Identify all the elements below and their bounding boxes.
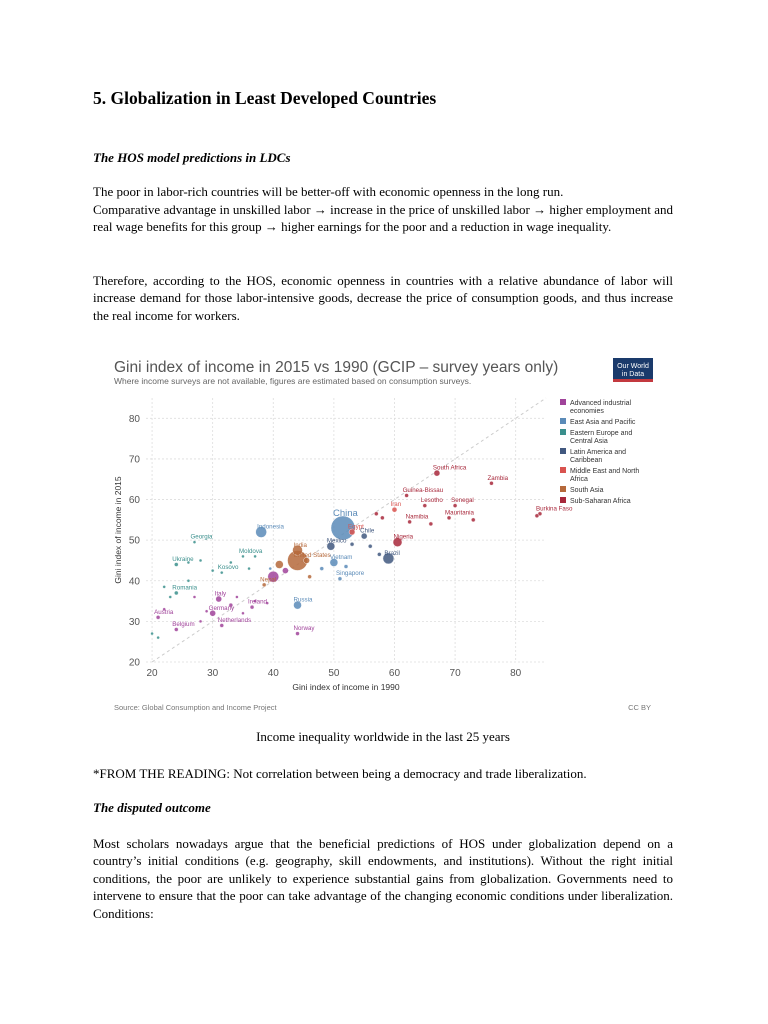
data-point — [282, 568, 288, 574]
point-label: Burkina Faso — [535, 505, 573, 513]
data-point — [262, 583, 266, 587]
legend-label: Latin America and Caribbean — [570, 449, 627, 464]
point-label: Russia — [293, 596, 313, 604]
legend-label: South Asia — [570, 487, 604, 494]
point-label: Belgium — [172, 621, 195, 629]
subheading-disputed: The disputed outcome — [93, 800, 211, 815]
paragraph-3: Most scholars nowadays argue that the beneficial predictions of HOS under globalization depend on a country’s initial conditions (e.g. geography, skill endowments, and institutions). Without the right initial conditions, the poor are unlikely to experience substantial gains from globalization. Governments need to intervene to ensure that the poor can take advantage of the changing economic conditions under liberalization. Conditions: — [93, 836, 673, 921]
data-point — [350, 542, 354, 546]
x-tick-label: 40 — [267, 668, 279, 679]
data-point — [405, 493, 409, 497]
y-tick-label: 40 — [128, 576, 140, 588]
section-title: 5. Globalization in Least Developed Countries — [93, 88, 437, 108]
data-point — [241, 555, 244, 558]
point-label: Egypt — [348, 523, 364, 531]
point-label: Ireland — [248, 598, 267, 606]
x-tick-label: 70 — [449, 668, 461, 679]
data-point — [199, 559, 202, 562]
legend-label: Sub-Saharan Africa — [570, 498, 631, 505]
data-point — [205, 610, 208, 613]
data-point — [535, 514, 539, 518]
x-tick-label: 60 — [388, 668, 401, 679]
data-point — [220, 623, 224, 627]
legend-label: East Asia and Pacific — [570, 419, 636, 426]
paragraph-1-line-1: The poor in labor-rich countries will be better-off with economic openness in the long run. — [93, 184, 564, 199]
data-point — [235, 596, 238, 599]
data-point — [377, 552, 381, 556]
gini-scatter-chart — [108, 350, 660, 722]
point-label: Ukraine — [172, 556, 194, 564]
chart-source: Source: Global Consumption and Income Project — [114, 703, 277, 712]
data-point — [174, 563, 178, 567]
y-tick-label: 60 — [128, 495, 140, 507]
data-point — [338, 577, 342, 581]
point-label: Nigeria — [393, 533, 414, 541]
legend-swatch — [560, 486, 566, 492]
data-point — [169, 596, 172, 599]
data-point — [193, 596, 196, 599]
data-point — [471, 518, 475, 522]
point-label: Moldova — [238, 547, 263, 555]
x-tick-label: 30 — [207, 668, 219, 679]
y-tick-label: 30 — [128, 616, 140, 628]
legend-swatch — [560, 497, 566, 503]
point-label: Mexico — [326, 537, 347, 545]
owid-logo-text-1: Our World — [617, 363, 649, 370]
point-label: Italy — [214, 590, 227, 598]
point-label: Iran — [390, 501, 402, 509]
data-point — [163, 585, 166, 588]
data-point — [275, 561, 283, 569]
owid-logo-text-2: in Data — [621, 371, 645, 378]
data-point — [368, 544, 372, 548]
subheading-hos: The HOS model predictions in LDCs — [93, 150, 291, 165]
data-point — [380, 516, 384, 520]
data-point — [157, 636, 160, 639]
data-point — [187, 579, 190, 582]
x-axis-label: Gini index of income in 1990 — [292, 682, 400, 692]
data-point — [344, 565, 348, 569]
x-tick-label: 20 — [146, 668, 158, 679]
owid-logo-stripe — [613, 379, 653, 382]
point-label: Singapore — [335, 570, 365, 578]
point-label: Nepal — [260, 576, 277, 584]
paragraph-1-line-2: Comparative advantage in unskilled labor → increase in the price of unskilled labor → higher employment and real wage benefits for this group → higher earnings for the poor and a reduction in wage inequality. — [93, 202, 673, 235]
point-label: Germany — [208, 604, 235, 612]
data-point — [423, 504, 427, 508]
point-label: Vietnam — [329, 553, 353, 561]
point-label: Austria — [154, 608, 174, 616]
point-label: Namibia — [405, 513, 429, 521]
y-tick-label: 20 — [128, 657, 140, 669]
chart-license: CC BY — [628, 703, 651, 712]
data-point — [199, 620, 202, 623]
data-point — [156, 615, 160, 619]
point-label: Georgia — [190, 533, 213, 541]
data-point — [193, 541, 196, 544]
legend-swatch — [560, 429, 566, 435]
point-label: Netherlands — [217, 616, 252, 624]
legend-swatch — [560, 399, 566, 405]
point-label: Brazil — [384, 549, 400, 557]
paragraph-2: Therefore, according to the HOS, economic openness in countries with a relative abundance of labor will increase demand for those labor-intensive goods, decrease the price of consumption goods, and thus increase the real income for workers. — [93, 273, 673, 323]
data-point — [151, 632, 154, 635]
data-point — [248, 567, 251, 570]
x-tick-label: 80 — [510, 668, 522, 679]
data-point — [489, 481, 493, 485]
data-point — [296, 632, 300, 636]
data-point — [269, 567, 272, 570]
legend-label: Eastern Europe and Central Asia — [570, 430, 633, 445]
point-label: Norway — [293, 625, 315, 633]
x-tick-label: 50 — [328, 668, 340, 679]
point-label: Zambia — [487, 474, 509, 482]
point-label: Kosovo — [217, 564, 239, 572]
legend-label: Advanced industrial economies — [570, 400, 632, 415]
point-label: Chile — [360, 527, 375, 535]
data-point — [374, 512, 378, 516]
point-label: Mauritania — [445, 509, 474, 517]
data-point — [174, 591, 178, 595]
legend-swatch — [560, 418, 566, 424]
point-label: South Africa — [432, 464, 467, 472]
point-label: Senegal — [451, 497, 474, 505]
data-point — [211, 569, 214, 572]
y-axis-label: Gini index of income in 2015 — [113, 476, 123, 584]
y-tick-label: 80 — [128, 413, 140, 425]
reading-note: *FROM THE READING: Not correlation between being a democracy and trade liberalization. — [93, 766, 587, 781]
data-point — [408, 520, 412, 524]
data-point — [241, 612, 244, 615]
point-label: Romania — [172, 584, 198, 592]
data-point — [254, 555, 257, 558]
data-point — [308, 575, 312, 579]
chart-subtitle: Where income surveys are not available, figures are estimated based on consumption surveys. — [114, 376, 472, 386]
point-label: Guinea-Bissau — [402, 486, 444, 494]
point-label: Indonesia — [257, 523, 284, 531]
legend-swatch — [560, 467, 566, 473]
y-tick-label: 50 — [128, 535, 140, 547]
data-point — [250, 605, 254, 609]
data-point — [320, 567, 324, 571]
data-point — [453, 504, 457, 508]
owid-logo — [613, 358, 653, 382]
y-tick-label: 70 — [128, 454, 140, 466]
point-label: China — [332, 507, 358, 519]
legend-swatch — [560, 448, 566, 454]
figure-caption: Income inequality worldwide in the last 25 years — [256, 729, 510, 744]
data-point — [174, 628, 178, 632]
point-label: United States — [293, 551, 331, 559]
point-label: Lesotho — [420, 497, 443, 505]
legend-label: Middle East and North Africa — [570, 468, 640, 483]
chart-title: Gini index of income in 2015 vs 1990 (GCIP – survey years only) — [114, 359, 559, 376]
point-label: India — [293, 541, 307, 549]
data-point — [220, 571, 223, 574]
data-point — [447, 516, 451, 520]
data-point — [429, 522, 433, 526]
